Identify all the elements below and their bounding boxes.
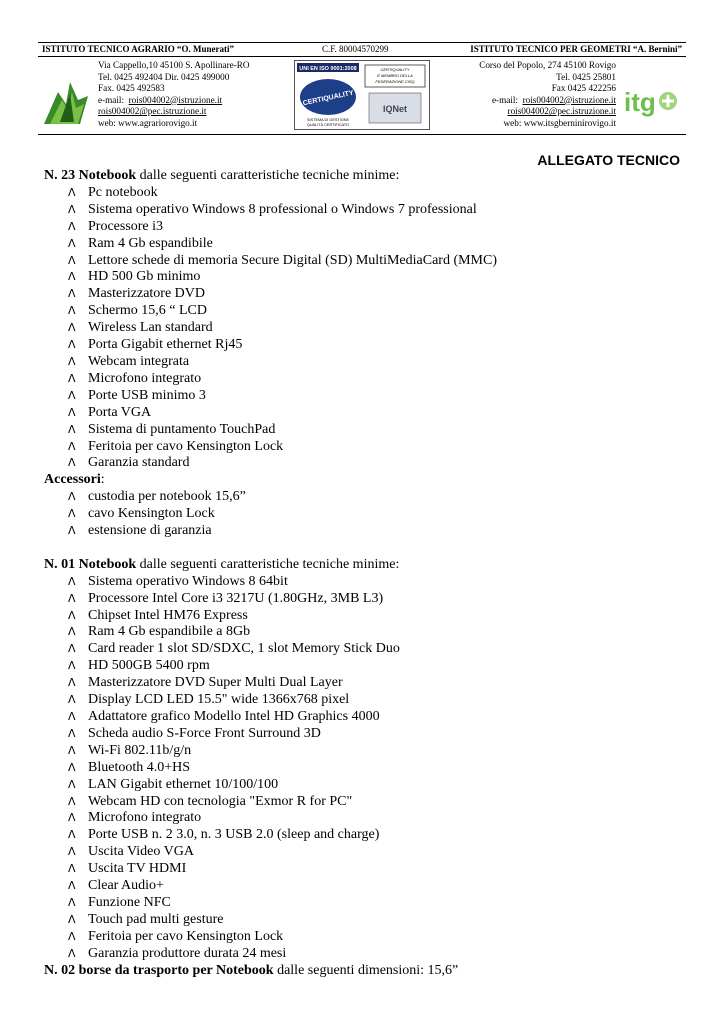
list-item: [44, 827, 684, 844]
bullet-icon: ᐱ: [68, 777, 76, 791]
bullet-icon: ᐱ: [68, 693, 76, 707]
svg-text:FEDERAZIONE CISQ: FEDERAZIONE CISQ: [375, 79, 415, 84]
list-item-text: Microfono integrato: [88, 370, 202, 386]
itg-logo-text: itg: [624, 87, 656, 117]
bullet-icon: ᐱ: [68, 219, 76, 233]
bullet-icon: ᐱ: [68, 439, 76, 453]
bullet-icon: ᐱ: [68, 456, 76, 470]
left-address-web: web: www.agrariorovigo.it: [98, 117, 198, 128]
list-item: [44, 506, 684, 523]
list-item-text: Uscita TV HDMI: [88, 861, 187, 877]
list-item-text: Sistema operativo Windows 8 professional o Windows 7 professional: [88, 201, 477, 217]
right-pec-link[interactable]: rois004002@pec.istruzione.it: [507, 106, 616, 117]
list-item: [44, 810, 684, 827]
svg-text:IQNet: IQNet: [382, 104, 408, 114]
document-body: [44, 168, 684, 979]
bullet-icon: ᐱ: [68, 287, 76, 301]
list-item-text: Masterizzatore DVD: [88, 286, 206, 302]
left-email-link[interactable]: rois004002@istruzione.it: [128, 94, 223, 105]
bullet-icon: ᐱ: [68, 591, 76, 605]
list-item: [44, 286, 684, 303]
bullet-icon: ᐱ: [68, 422, 76, 436]
bullet-icon: ᐱ: [68, 490, 76, 504]
list-item-text: Clear Audio+: [88, 878, 164, 894]
list-item: [44, 523, 684, 540]
list-item-text: estensione di garanzia: [88, 523, 212, 539]
itg-logo-icon: [624, 84, 678, 118]
list-item: [44, 219, 684, 236]
list-item: [44, 489, 684, 506]
section1-heading: N. 23 Notebook dalle seguenti caratteristiche tecniche minime:: [44, 168, 400, 183]
right-address-web: web: www.itsgberninirovigo.it: [503, 117, 616, 128]
list-item: [44, 185, 684, 202]
bullet-icon: ᐱ: [68, 574, 76, 588]
list-item-text: Feritoia per cavo Kensington Lock: [88, 438, 284, 454]
list-item: [44, 794, 684, 811]
list-item-text: Card reader 1 slot SD/SDXC, 1 slot Memory Stick Duo: [88, 641, 400, 657]
bullet-icon: ᐱ: [68, 811, 76, 825]
bullet-icon: ᐱ: [68, 845, 76, 859]
tax-code: C.F. 80004570299: [322, 44, 389, 54]
left-institute-address: [98, 60, 250, 130]
header-divider: [38, 134, 686, 135]
list-item: [44, 337, 684, 354]
spacer: [44, 540, 684, 557]
agrario-logo-icon: [40, 74, 92, 128]
svg-text:CERTIQUALITY: CERTIQUALITY: [302, 89, 355, 108]
svg-text:QUALITÀ CERTIFICATO: QUALITÀ CERTIFICATO: [306, 123, 350, 127]
section3-heading: N. 02 borse da trasporto per Notebook dalle seguenti dimensioni: 15,6”: [44, 962, 459, 978]
list-item-text: Garanzia standard: [88, 455, 190, 471]
list-item: [44, 269, 684, 286]
accessori-list: [44, 489, 684, 540]
left-address-email-row: e-mail: rois004002@istruzione.it: [98, 94, 223, 105]
list-item-text: Scheda audio S-Force Front Surround 3D: [88, 725, 321, 741]
bullet-icon: ᐱ: [68, 642, 76, 656]
list-item: [44, 658, 684, 675]
list-item-text: Masterizzatore DVD Super Multi Dual Layer: [88, 675, 343, 691]
bullet-icon: ᐱ: [68, 524, 76, 538]
left-pec-link[interactable]: rois004002@pec.istruzione.it: [98, 106, 207, 117]
left-address-tel: Tel. 0425 492404 Dir. 0425 499000: [98, 71, 230, 82]
bullet-icon: ᐱ: [68, 879, 76, 893]
left-address-street: Via Cappello,10 45100 S. Apollinare-RO: [98, 60, 250, 70]
list-item: [44, 320, 684, 337]
list-item-text: Ram 4 Gb espandibile a 8Gb: [88, 624, 251, 640]
list-item-text: Funzione NFC: [88, 894, 171, 910]
list-item-text: custodia per notebook 15,6”: [88, 489, 246, 505]
bullet-icon: ᐱ: [68, 625, 76, 639]
bullet-icon: ᐱ: [68, 743, 76, 757]
list-item-text: cavo Kensington Lock: [88, 506, 215, 522]
svg-text:UNI EN ISO 9001:2008: UNI EN ISO 9001:2008: [299, 66, 357, 72]
list-item: [44, 354, 684, 371]
bullet-icon: ᐱ: [68, 946, 76, 960]
bullet-icon: ᐱ: [68, 388, 76, 402]
bullet-icon: ᐱ: [68, 862, 76, 876]
bullet-icon: ᐱ: [68, 304, 76, 318]
section1-list: [44, 185, 684, 472]
svg-text:CERTIQUALITY: CERTIQUALITY: [380, 67, 410, 72]
section2-heading: N. 01 Notebook dalle seguenti caratteristiche tecniche minime:: [44, 556, 400, 572]
list-item-text: Porte USB n. 2 3.0, n. 3 USB 2.0 (sleep and charge): [88, 827, 380, 843]
bullet-icon: ᐱ: [68, 929, 76, 943]
list-item: [44, 844, 684, 861]
list-item-text: Schermo 15,6 “ LCD: [88, 303, 207, 319]
list-item: [44, 878, 684, 895]
list-item: [44, 709, 684, 726]
list-item: [44, 422, 684, 439]
list-item-text: Ram 4 Gb espandibile: [88, 235, 213, 251]
bullet-icon: ᐱ: [68, 676, 76, 690]
list-item-text: Pc notebook: [88, 184, 158, 200]
bullet-icon: ᐱ: [68, 236, 76, 250]
list-item: [44, 591, 684, 608]
right-address-email-row: e-mail: rois004002@istruzione.it: [491, 94, 616, 105]
list-item: [44, 760, 684, 777]
bullet-icon: ᐱ: [68, 828, 76, 842]
list-item-text: Webcam integrata: [88, 353, 190, 369]
bullet-icon: ᐱ: [68, 608, 76, 622]
bullet-icon: ᐱ: [68, 270, 76, 284]
list-item: [44, 439, 684, 456]
bullet-icon: ᐱ: [68, 895, 76, 909]
list-item: [44, 574, 684, 591]
section2-list: [44, 574, 684, 963]
bullet-icon: ᐱ: [68, 405, 76, 419]
list-item-text: Feritoia per cavo Kensington Lock: [88, 928, 284, 944]
list-item-text: Webcam HD con tecnologia "Exmor R for PC": [88, 793, 353, 809]
list-item: [44, 912, 684, 929]
bullet-icon: ᐱ: [68, 354, 76, 368]
list-item: [44, 371, 684, 388]
bullet-icon: ᐱ: [68, 371, 76, 385]
certiquality-cert-logo: [294, 60, 430, 130]
list-item-text: Sistema operativo Windows 8 64bit: [88, 573, 288, 589]
list-item-text: Microfono integrato: [88, 810, 202, 826]
list-item: [44, 946, 684, 963]
header-institutes-bar: [38, 42, 686, 57]
accessori-heading: Accessori:: [44, 472, 105, 488]
list-item: [44, 895, 684, 912]
document-title: ALLEGATO TECNICO: [537, 152, 680, 168]
list-item-text: Chipset Intel HM76 Express: [88, 607, 248, 623]
bullet-icon: ᐱ: [68, 726, 76, 740]
list-item: [44, 388, 684, 405]
list-item: [44, 236, 684, 253]
list-item-text: Touch pad multi gesture: [88, 911, 224, 927]
svg-text:È MEMBRO DELLA: È MEMBRO DELLA: [377, 73, 413, 78]
bullet-icon: ᐱ: [68, 253, 76, 267]
list-item: [44, 405, 684, 422]
list-item-text: Display LCD LED 15.5" wide 1366x768 pixel: [88, 692, 350, 708]
right-institute-address: [479, 60, 616, 130]
list-item: [44, 624, 684, 641]
list-item-text: Processore Intel Core i3 3217U (1.80GHz, 3MB L3): [88, 590, 384, 606]
list-item: [44, 726, 684, 743]
bullet-icon: ᐱ: [68, 912, 76, 926]
bullet-icon: ᐱ: [68, 794, 76, 808]
list-item-text: Porta VGA: [88, 404, 152, 420]
list-item: [44, 253, 684, 270]
list-item: [44, 675, 684, 692]
svg-text:SISTEMA DI GESTIONE: SISTEMA DI GESTIONE: [307, 118, 349, 122]
right-address-fax: Fax 0425 422256: [551, 83, 616, 94]
list-item-text: Lettore schede di memoria Secure Digital (SD) MultiMediaCard (MMC): [88, 252, 498, 268]
list-item: [44, 777, 684, 794]
list-item: [44, 303, 684, 320]
list-item: [44, 455, 684, 472]
list-item: [44, 861, 684, 878]
bullet-icon: ᐱ: [68, 202, 76, 216]
list-item-text: Adattatore grafico Modello Intel HD Graphics 4000: [88, 708, 380, 724]
bullet-icon: ᐱ: [68, 659, 76, 673]
left-institute-name: ISTITUTO TECNICO AGRARIO “O. Munerati”: [42, 44, 234, 54]
list-item: [44, 608, 684, 625]
list-item-text: Bluetooth 4.0+HS: [88, 759, 191, 775]
right-address-street: Corso del Popolo, 274 45100 Rovigo: [479, 60, 616, 70]
list-item: [44, 743, 684, 760]
list-item-text: Porte USB minimo 3: [88, 387, 206, 403]
left-address-fax: Fax. 0425 492583: [98, 83, 165, 94]
right-address-tel: Tel. 0425 25801: [556, 71, 616, 82]
list-item-text: Uscita Video VGA: [88, 844, 194, 860]
list-item-text: HD 500GB 5400 rpm: [88, 658, 210, 674]
list-item-text: Sistema di puntamento TouchPad: [88, 421, 276, 437]
bullet-icon: ᐱ: [68, 185, 76, 199]
list-item: [44, 929, 684, 946]
list-item-text: Wi-Fi 802.11b/g/n: [88, 742, 192, 758]
list-item: [44, 641, 684, 658]
list-item-text: Wireless Lan standard: [88, 320, 213, 336]
list-item-text: Garanzia produttore durata 24 mesi: [88, 945, 287, 961]
list-item: [44, 202, 684, 219]
right-institute-name: ISTITUTO TECNICO PER GEOMETRI “A. Bernini”: [470, 44, 682, 54]
list-item-text: LAN Gigabit ethernet 10/100/100: [88, 776, 279, 792]
bullet-icon: ᐱ: [68, 338, 76, 352]
right-email-link[interactable]: rois004002@istruzione.it: [522, 94, 616, 105]
list-item-text: Porta Gigabit ethernet Rj45: [88, 337, 243, 353]
bullet-icon: ᐱ: [68, 507, 76, 521]
bullet-icon: ᐱ: [68, 709, 76, 723]
bullet-icon: ᐱ: [68, 321, 76, 335]
list-item-text: HD 500 Gb minimo: [88, 269, 201, 285]
list-item: [44, 692, 684, 709]
list-item-text: Processore i3: [88, 218, 164, 234]
bullet-icon: ᐱ: [68, 760, 76, 774]
